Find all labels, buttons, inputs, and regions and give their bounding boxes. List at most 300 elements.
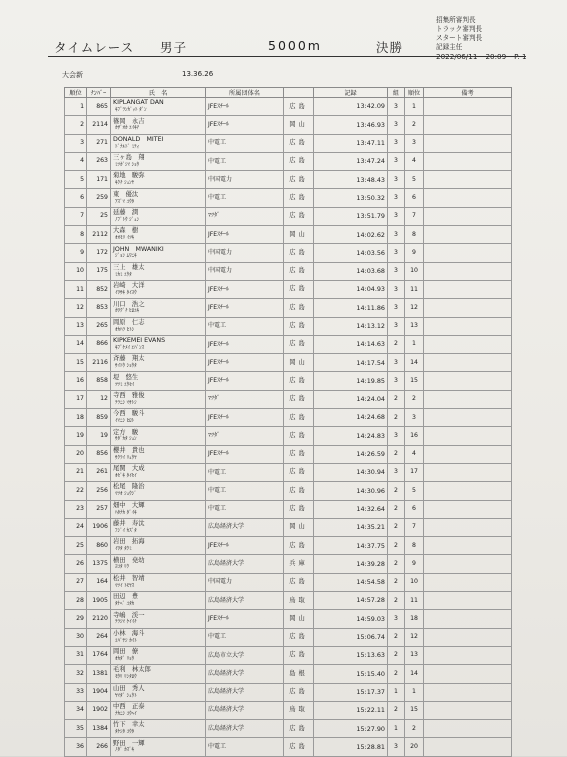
notes-cell xyxy=(424,299,512,317)
rank-cell: 11 xyxy=(65,280,87,298)
heat-cell: 3 xyxy=(388,189,405,207)
athlete-name-cell xyxy=(111,445,206,463)
athlete-name-cell xyxy=(111,299,206,317)
record-cell: 14:35.21 xyxy=(314,518,388,536)
heat-cell: 3 xyxy=(388,134,405,152)
rank-cell: 10 xyxy=(65,262,87,280)
bib-number-cell: 1375 xyxy=(87,555,111,573)
rank-cell: 20 xyxy=(65,445,87,463)
athlete-name-kana: ﾉﾌﾞﾄｳ ｼﾞｭﾝ xyxy=(115,216,140,223)
rank-cell: 16 xyxy=(65,372,87,390)
heat-order-cell: 14 xyxy=(405,354,424,372)
table-row xyxy=(65,335,512,353)
athlete-name-kana: ﾖｺﾀ ﾘｸ xyxy=(115,564,130,571)
heat-order-cell: 7 xyxy=(405,207,424,225)
athlete-name: 小林 海斗 xyxy=(113,629,145,637)
table-row xyxy=(65,226,512,244)
athlete-name-cell xyxy=(111,701,206,719)
notes-cell xyxy=(424,152,512,170)
athlete-name-cell xyxy=(111,665,206,683)
athlete-name: 斉藤 翔太 xyxy=(113,355,145,363)
prefecture-cell: 岡山 xyxy=(284,518,314,536)
athlete-name-kana: ﾐｶﾐ ﾕｳﾀ xyxy=(115,271,132,278)
col-heat-order: 順位 xyxy=(405,88,424,98)
page-number: P. 1 xyxy=(514,52,527,61)
table-row xyxy=(65,171,512,189)
notes-cell xyxy=(424,555,512,573)
prefecture-cell: 広島 xyxy=(284,244,314,262)
heat-cell: 3 xyxy=(388,226,405,244)
table-row xyxy=(65,628,512,646)
event-round: 決勝 xyxy=(376,40,404,55)
rank-cell: 24 xyxy=(65,518,87,536)
heat-order-cell: 2 xyxy=(405,720,424,738)
bib-number-cell: 256 xyxy=(87,482,111,500)
record-cell: 13:47.24 xyxy=(314,152,388,170)
athlete-name-cell xyxy=(111,592,206,610)
heat-cell: 2 xyxy=(388,555,405,573)
notes-cell xyxy=(424,171,512,189)
prefecture-cell: 広島 xyxy=(284,171,314,189)
prefecture-cell: 広島 xyxy=(284,445,314,463)
bib-number-cell: 865 xyxy=(87,98,111,116)
record-cell: 14:04.93 xyxy=(314,280,388,298)
heat-cell: 2 xyxy=(388,573,405,591)
notes-cell xyxy=(424,116,512,134)
record-cell: 14:03.56 xyxy=(314,244,388,262)
signature-block xyxy=(436,16,482,52)
athlete-name-kana: ｶﾜｸﾞﾁ ﾋﾛﾕｷ xyxy=(115,308,140,315)
rank-cell: 26 xyxy=(65,555,87,573)
table-row xyxy=(65,372,512,390)
bib-number-cell: 172 xyxy=(87,244,111,262)
athlete-name-kana: ﾏﾂｲ ﾄﾓﾔｽ xyxy=(115,582,135,589)
team-cell: 中電工 xyxy=(206,628,284,646)
rank-cell: 29 xyxy=(65,610,87,628)
notes-cell xyxy=(424,226,512,244)
notes-cell xyxy=(424,610,512,628)
heat-order-cell: 13 xyxy=(405,317,424,335)
signature-line: 記録主任 xyxy=(436,43,463,51)
team-cell: 中電工 xyxy=(206,189,284,207)
athlete-name-kana: ﾀｹｼﾀ ｺｳﾀ xyxy=(115,729,135,736)
heat-order-cell: 20 xyxy=(405,738,424,756)
table-row xyxy=(65,390,512,408)
heat-order-cell: 11 xyxy=(405,592,424,610)
heat-cell: 3 xyxy=(388,280,405,298)
table-row xyxy=(65,537,512,555)
notes-cell xyxy=(424,646,512,664)
notes-cell xyxy=(424,463,512,481)
race-type: タイムレース xyxy=(54,40,135,55)
athlete-name-cell xyxy=(111,555,206,573)
prefecture-cell: 広島 xyxy=(284,317,314,335)
bib-number-cell: 1904 xyxy=(87,683,111,701)
record-cell: 14:24.68 xyxy=(314,409,388,427)
bib-number-cell: 852 xyxy=(87,280,111,298)
sex-category: 男子 xyxy=(160,40,188,55)
prefecture-cell: 広島 xyxy=(284,738,314,756)
athlete-name-cell xyxy=(111,207,206,225)
col-record: 記録 xyxy=(314,88,388,98)
heat-order-cell: 6 xyxy=(405,500,424,518)
prefecture-cell: 広島 xyxy=(284,537,314,555)
heat-order-cell: 1 xyxy=(405,683,424,701)
athlete-name-cell xyxy=(111,354,206,372)
heat-order-cell: 4 xyxy=(405,152,424,170)
team-cell: 広島経済大学 xyxy=(206,665,284,683)
heat-cell: 3 xyxy=(388,262,405,280)
prefecture-cell: 広島 xyxy=(284,299,314,317)
athlete-name-kana: ｵｵﾓﾘ ｲﾂｷ xyxy=(115,235,135,242)
heat-order-cell: 12 xyxy=(405,628,424,646)
heat-cell: 3 xyxy=(388,299,405,317)
prefecture-cell: 広島 xyxy=(284,280,314,298)
athlete-name: 今西 駿斗 xyxy=(113,410,145,418)
heat-order-cell: 6 xyxy=(405,189,424,207)
col-name: 氏 名 xyxy=(111,88,206,98)
heat-order-cell: 8 xyxy=(405,226,424,244)
record-cell: 14:30.96 xyxy=(314,482,388,500)
notes-cell xyxy=(424,134,512,152)
heat-cell: 2 xyxy=(388,518,405,536)
table-row xyxy=(65,592,512,610)
rank-cell: 32 xyxy=(65,665,87,683)
notes-cell xyxy=(424,445,512,463)
table-row xyxy=(65,427,512,445)
table-row xyxy=(65,445,512,463)
table-row xyxy=(65,152,512,170)
heat-order-cell: 10 xyxy=(405,573,424,591)
heat-cell: 2 xyxy=(388,646,405,664)
athlete-name: 岡田 僚 xyxy=(113,648,139,656)
rank-cell: 22 xyxy=(65,482,87,500)
record-cell: 14:14.63 xyxy=(314,335,388,353)
athlete-name: 尾関 大成 xyxy=(113,465,145,473)
rank-cell: 5 xyxy=(65,171,87,189)
team-cell: JFEｽﾁｰﾙ xyxy=(206,280,284,298)
athlete-name-cell xyxy=(111,427,206,445)
athlete-name-cell xyxy=(111,280,206,298)
bib-number-cell: 2112 xyxy=(87,226,111,244)
heat-order-cell: 2 xyxy=(405,390,424,408)
prefecture-cell: 広島 xyxy=(284,500,314,518)
notes-cell xyxy=(424,482,512,500)
record-cell: 14:02.62 xyxy=(314,226,388,244)
athlete-name-kana: ｵｾﾞｷ ﾀｲｾｲ xyxy=(115,472,137,479)
bib-number-cell: 265 xyxy=(87,317,111,335)
prefecture-cell: 広島 xyxy=(284,207,314,225)
table-row xyxy=(65,262,512,280)
col-rank: 順位 xyxy=(65,88,87,98)
heat-order-cell: 2 xyxy=(405,116,424,134)
notes-cell xyxy=(424,573,512,591)
record-cell: 14:59.03 xyxy=(314,610,388,628)
prefecture-cell: 広島 xyxy=(284,628,314,646)
athlete-name: DONALD MITEI xyxy=(113,135,164,143)
heat-cell: 2 xyxy=(388,628,405,646)
heat-cell: 3 xyxy=(388,354,405,372)
team-cell: 中国電力 xyxy=(206,171,284,189)
athlete-name: 櫻井 貴也 xyxy=(113,446,145,454)
notes-cell xyxy=(424,244,512,262)
table-row xyxy=(65,207,512,225)
table-row xyxy=(65,500,512,518)
table-row xyxy=(65,683,512,701)
record-cell: 15:17.37 xyxy=(314,683,388,701)
bib-number-cell: 25 xyxy=(87,207,111,225)
heat-cell: 3 xyxy=(388,372,405,390)
table-row xyxy=(65,665,512,683)
prefecture-cell: 広島 xyxy=(284,646,314,664)
athlete-name-cell xyxy=(111,482,206,500)
athlete-name-cell xyxy=(111,134,206,152)
table-row xyxy=(65,134,512,152)
rank-cell: 34 xyxy=(65,701,87,719)
athlete-name-cell xyxy=(111,628,206,646)
bib-number-cell: 171 xyxy=(87,171,111,189)
rank-cell: 27 xyxy=(65,573,87,591)
notes-cell xyxy=(424,537,512,555)
table-row xyxy=(65,189,512,207)
prefecture-cell: 広島 xyxy=(284,390,314,408)
team-cell: 広島経済大学 xyxy=(206,518,284,536)
event-distance: 5000m xyxy=(268,38,322,53)
athlete-name: 岩田 拓海 xyxy=(113,538,145,546)
heat-order-cell: 15 xyxy=(405,372,424,390)
team-cell: 中電工 xyxy=(206,500,284,518)
athlete-name: 堤 悠生 xyxy=(113,373,139,381)
record-cell: 15:15.40 xyxy=(314,665,388,683)
record-cell: 14:26.59 xyxy=(314,445,388,463)
rank-cell: 13 xyxy=(65,317,87,335)
record-cell: 14:32.64 xyxy=(314,500,388,518)
record-cell: 15:22.11 xyxy=(314,701,388,719)
rank-cell: 1 xyxy=(65,98,87,116)
prefecture-cell: 兵庫 xyxy=(284,555,314,573)
athlete-name-kana: ﾀﾅﾍﾞ ﾕﾀｶ xyxy=(115,601,135,608)
table-row xyxy=(65,116,512,134)
prefecture-cell: 岡山 xyxy=(284,226,314,244)
athlete-name: 菊地 駿弥 xyxy=(113,172,145,180)
notes-cell xyxy=(424,665,512,683)
record-cell: 13:46.93 xyxy=(314,116,388,134)
heat-cell: 2 xyxy=(388,592,405,610)
heat-cell: 2 xyxy=(388,482,405,500)
athlete-name-cell xyxy=(111,98,206,116)
prefecture-cell: 広島 xyxy=(284,335,314,353)
athlete-name-cell xyxy=(111,610,206,628)
bib-number-cell: 866 xyxy=(87,335,111,353)
athlete-name: 中西 正泰 xyxy=(113,703,145,711)
prefecture-cell: 広島 xyxy=(284,262,314,280)
heat-cell: 3 xyxy=(388,427,405,445)
heat-cell: 2 xyxy=(388,701,405,719)
notes-cell xyxy=(424,683,512,701)
team-cell: 中電工 xyxy=(206,463,284,481)
notes-cell xyxy=(424,372,512,390)
athlete-name-kana: ｱｽﾞﾏ ﾕｳﾀ xyxy=(115,198,135,205)
prefecture-cell: 広島 xyxy=(284,573,314,591)
team-cell: JFEｽﾁｰﾙ xyxy=(206,354,284,372)
athlete-name: 松井 智靖 xyxy=(113,574,145,582)
heat-order-cell: 3 xyxy=(405,134,424,152)
heat-cell: 2 xyxy=(388,390,405,408)
table-row xyxy=(65,518,512,536)
athlete-name-cell xyxy=(111,683,206,701)
team-cell: ﾏﾂﾀﾞ xyxy=(206,390,284,408)
heat-order-cell: 11 xyxy=(405,280,424,298)
notes-cell xyxy=(424,280,512,298)
table-row xyxy=(65,317,512,335)
athlete-name: 野田 一輝 xyxy=(113,739,145,747)
notes-cell xyxy=(424,317,512,335)
rank-cell: 25 xyxy=(65,537,87,555)
team-cell: 広島市立大学 xyxy=(206,646,284,664)
team-cell: JFEｽﾁｰﾙ xyxy=(206,335,284,353)
prefecture-cell: 島根 xyxy=(284,665,314,683)
bib-number-cell: 1906 xyxy=(87,518,111,536)
athlete-name-kana: ﾓｳﾘ ﾘﾝﾀﾛｳ xyxy=(115,674,137,681)
athlete-name: 寺西 雅俊 xyxy=(113,392,145,399)
heat-cell: 2 xyxy=(388,500,405,518)
team-cell: JFEｽﾁｰﾙ xyxy=(206,537,284,555)
athlete-name-kana: ｺﾊﾞﾔｼ ｶｲﾄ xyxy=(115,637,137,644)
heat-order-cell: 10 xyxy=(405,262,424,280)
rank-cell: 15 xyxy=(65,354,87,372)
bib-number-cell: 1902 xyxy=(87,701,111,719)
team-cell: JFEｽﾁｰﾙ xyxy=(206,226,284,244)
prefecture-cell: 広島 xyxy=(284,720,314,738)
rank-cell: 28 xyxy=(65,592,87,610)
header-rule xyxy=(48,56,526,57)
heat-order-cell: 18 xyxy=(405,610,424,628)
heat-cell: 3 xyxy=(388,738,405,756)
athlete-name-cell xyxy=(111,646,206,664)
col-notes: 備考 xyxy=(424,88,512,98)
heat-cell: 1 xyxy=(388,720,405,738)
athlete-name-kana: ｷﾌﾟﾗﾝｶﾞｯﾄ ﾀﾞﾝ xyxy=(115,107,147,114)
record-cell: 14:54.58 xyxy=(314,573,388,591)
notes-cell xyxy=(424,518,512,536)
athlete-name-cell xyxy=(111,171,206,189)
team-cell: JFEｽﾁｰﾙ xyxy=(206,409,284,427)
prefecture-cell: 岡山 xyxy=(284,116,314,134)
heat-cell: 2 xyxy=(388,445,405,463)
team-cell: 中国電力 xyxy=(206,262,284,280)
athlete-name-cell xyxy=(111,390,206,408)
results-body xyxy=(65,98,512,757)
athlete-name: 東 優汰 xyxy=(113,190,139,198)
heat-cell: 2 xyxy=(388,409,405,427)
athlete-name: 田辺 豊 xyxy=(113,593,139,601)
athlete-name-kana: ﾏﾂｵ ｼｭｳｼﾞ xyxy=(115,491,137,498)
team-cell: 中国電力 xyxy=(206,244,284,262)
team-cell: 広島経済大学 xyxy=(206,720,284,738)
rank-cell: 19 xyxy=(65,427,87,445)
heat-order-cell: 17 xyxy=(405,463,424,481)
record-cell: 14:13.12 xyxy=(314,317,388,335)
athlete-name: KIPKEMEI EVANS xyxy=(113,337,166,345)
athlete-name-kana: ｷﾌﾟｹﾒｲ ｴﾊﾞﾝｽ xyxy=(115,344,145,351)
athlete-name: JOHN MWANIKI xyxy=(113,245,164,253)
notes-cell xyxy=(424,738,512,756)
team-cell: ﾏﾂﾀﾞ xyxy=(206,427,284,445)
athlete-name: 畑中 大輝 xyxy=(113,501,145,509)
bib-number-cell: 2116 xyxy=(87,354,111,372)
record-cell: 13:50.32 xyxy=(314,189,388,207)
athlete-name-cell xyxy=(111,116,206,134)
athlete-name-kana: ﾄﾞﾅﾙﾄﾞ ﾐﾃｨ xyxy=(115,143,140,150)
rank-cell: 8 xyxy=(65,226,87,244)
bib-number-cell: 263 xyxy=(87,152,111,170)
athlete-name-cell xyxy=(111,573,206,591)
team-cell: 広島経済大学 xyxy=(206,683,284,701)
athlete-name-kana: ﾅｶﾆｼ ｺｳﾍｲ xyxy=(115,710,137,717)
team-cell: JFEｽﾁｰﾙ xyxy=(206,299,284,317)
team-cell: 広島経済大学 xyxy=(206,701,284,719)
record-cell: 15:27.90 xyxy=(314,720,388,738)
table-row xyxy=(65,738,512,756)
record-cell: 15:13.63 xyxy=(314,646,388,664)
athlete-name-cell xyxy=(111,463,206,481)
bib-number-cell: 261 xyxy=(87,463,111,481)
athlete-name: 篠岡 永吉 xyxy=(113,117,145,125)
notes-cell xyxy=(424,427,512,445)
signature-line: スタート審判長 xyxy=(436,34,483,42)
prefecture-cell: 広島 xyxy=(284,98,314,116)
athlete-name-cell xyxy=(111,720,206,738)
rank-cell: 7 xyxy=(65,207,87,225)
heat-cell: 3 xyxy=(388,98,405,116)
athlete-name-kana: ｲﾏﾆｼ ﾋﾛﾄ xyxy=(115,418,135,425)
athlete-name-kana: ﾊﾀﾅｶ ﾀﾞｲｷ xyxy=(115,509,137,516)
bib-number-cell: 266 xyxy=(87,738,111,756)
team-cell: 広島経済大学 xyxy=(206,555,284,573)
table-row xyxy=(65,610,512,628)
heat-cell: 2 xyxy=(388,665,405,683)
heat-cell: 3 xyxy=(388,610,405,628)
athlete-name-kana: ｲﾜﾀ ﾀｸﾐ xyxy=(115,546,132,553)
athlete-name-cell xyxy=(111,262,206,280)
heat-order-cell: 1 xyxy=(405,98,424,116)
heat-cell: 2 xyxy=(388,335,405,353)
notes-cell xyxy=(424,390,512,408)
bib-number-cell: 2114 xyxy=(87,116,111,134)
heat-cell: 3 xyxy=(388,463,405,481)
bib-number-cell: 19 xyxy=(87,427,111,445)
athlete-name-cell xyxy=(111,335,206,353)
prefecture-cell: 広島 xyxy=(284,409,314,427)
team-cell: 中電工 xyxy=(206,482,284,500)
athlete-name: 大森 樹 xyxy=(113,227,139,235)
record-cell: 15:28.81 xyxy=(314,738,388,756)
col-team: 所属団体名 xyxy=(206,88,284,98)
record-cell: 14:11.86 xyxy=(314,299,388,317)
heat-order-cell: 14 xyxy=(405,665,424,683)
record-cell: 15:06.74 xyxy=(314,628,388,646)
rank-cell: 36 xyxy=(65,738,87,756)
record-cell: 14:30.94 xyxy=(314,463,388,481)
rank-cell: 14 xyxy=(65,335,87,353)
athlete-name: 三上 雄太 xyxy=(113,263,145,271)
record-cell: 14:57.28 xyxy=(314,592,388,610)
team-cell: 中電工 xyxy=(206,317,284,335)
athlete-name-kana: ｷｸﾁ ｼｭﾝﾔ xyxy=(115,180,135,187)
athlete-name-cell xyxy=(111,409,206,427)
signature-line: トラック審判長 xyxy=(436,25,483,33)
heat-order-cell: 9 xyxy=(405,244,424,262)
